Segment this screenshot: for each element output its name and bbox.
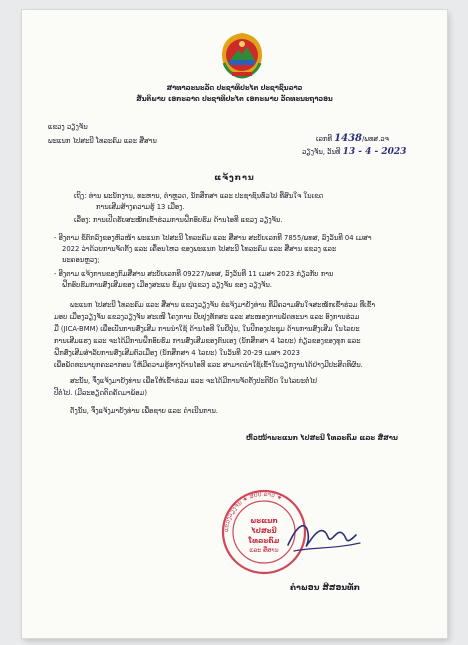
- reference-line: 2022 ວ່າດ້ວຍການຈັດຕັ້ງ ແລະ ເຄື່ອນໄຫວ ຂອງພະແນກ ໄປສະນີ ໂທລະຄົມ ແລະ ສື່ສານ ແຂວງ ແລະ: [62, 245, 337, 253]
- sender-department: ພະແນກ ໄປສະນີ ໂທລະຄົມ ແລະ ສື່ສານ: [48, 137, 157, 145]
- addressee-line-2: ການເສີມສ້າງຄວາມຮູ້ 13 ເມືອງ.: [96, 203, 185, 211]
- reference-line: ຝຶກອົບຮົມການສົ່ງເສີມຂອງ ເມືອງສະແນ ຂໍ້ມູນ ຢູ່ແຂວງ ວຽງຈັນ ຂອງ ວຽງຈັນ.: [62, 281, 272, 289]
- reference-line: - ອີງຕາມ ຂໍ້ຕົກລົງຂອງຫົວໜ້າ ພະແນກ ໄປສະນີ ໂທລະຄົມ ແລະ ສື່ສານ ສະບັບເລກທີ 7855/ພທສ, ລົງວັນທີ 04 ເມສາ: [54, 234, 372, 242]
- stamp-text-line: ໄປສະນີ: [251, 527, 277, 535]
- body-line: ສະນັ້ນ, ຈຶ່ງແຈ້ງມາຍັງທ່ານ ເພື່ອໃຫ້ເຂົ້າຮ່ວມ ແລະ ຈະໄດ້ມີການຈັດຕັ້ງປະຕິບັດ ໃນໄລຍະຕໍ່ໄປ: [70, 377, 318, 385]
- signatory-role: ຫົວໜ້າພະແນກ ໄປສະນີ ໂທລະຄົມ ແລະ ສື່ສານ: [246, 434, 398, 442]
- body-line: ມອບ ເມືອງວຽງຈັນ ແຂວງວຽງຈັນ ສະເໜີ ໂຄງການ ປັບປຸງທັກສະ ແລະ ສະໜອງການພັດທະນາ ແລະ ອົງການຮ່ວມ: [54, 313, 360, 321]
- notice-title: ແຈ້ງການ: [214, 173, 255, 182]
- body-line: ການເສີມແຮງ ແລະ ຈະໄດ້ມີການຝຶກອົບຮົມ ການສົ່ງເສີມຂອງຕົນເອງ (ນັກສຶກສາ 4 ໄລຍະ) ກ່ຽວຂອງຂອງທຸກ ແລະ: [54, 337, 361, 345]
- closing-line: ດັ່ງນັ້ນ, ຈຶ່ງແຈ້ງມາຍັງທ່ານ ເພື່ອຊາບ ແລະ ດຳເນີນການ.: [70, 407, 218, 415]
- stamp-ring-text: ແຂວງວຽງຈັນ ★ ສປປ ລາວ ★: [222, 490, 284, 533]
- body-line: ພະແນກ ໄປສະນີ ໂທລະຄົມ ແລະ ສື່ສານ ແຂວງວຽງຈັນ ຂໍແຈ້ງມາຍັງທ່ານ ທີ່ມີຄວາມສົນໃຈສະໝັກເຂົ້າຮ່ວມ ທີ່ເຂົ້າ: [70, 301, 376, 309]
- lao-national-emblem: [218, 30, 266, 80]
- svg-text:ແຂວງວຽງຈັນ ★ ສປປ ລາວ ★: [223, 491, 283, 532]
- stamp-text-line: ພະແນກ: [250, 517, 278, 525]
- addressee-line: ເຖິງ: ທ່ານ ພະນັກງານ, ທະຫານ, ຕຳຫຼວດ, ນັກສຶກສາ ແລະ ປະຊາຊົນທົ່ວໄປ ທີ່ສົນໃຈ ໃນເຂດ: [74, 192, 324, 200]
- body-line: ເພື່ອພັດທະນາບຸກຄະລາກອນ ໃຫ້ມີຄວາມຮູ້ທາງດ້ານໄອທີ ແລະ ສາມາດນຳໃຊ້ເຂົ້າໃນວຽກງານໄດ້ຢ່າງມີປະສິດທິຜົນ.: [54, 361, 363, 369]
- reference-number: ເລກທີ 1438/ພທສ.ວຈ: [316, 133, 389, 144]
- reference-date: ວຽງຈັນ, ວັນທີ 13 - 4 - 2023: [302, 147, 407, 157]
- document-page: [22, 10, 447, 638]
- handwritten-signature: [284, 515, 364, 559]
- country-motto: ສັນຕິພາບ ເອກະລາດ ປະຊາທິປະໄຕ ເອກະພາບ ວັດທະນະຖາວອນ: [136, 95, 333, 103]
- stamp-text-line: ໂທລະຄົມ: [248, 537, 280, 545]
- body-line: ປີຕໍ່ໄປ. (ມີລະອຽດຕິດຄັດມາພ້ອມ): [54, 389, 147, 397]
- country-name: ສາທາລະນະລັດ ປະຊາທິປະໄຕ ປະຊາຊົນລາວ: [166, 84, 303, 92]
- stamp-text-line: ແລະ ສື່ສານ: [249, 547, 279, 554]
- sender-province: ແຂວງ ວຽງຈັນ: [48, 123, 88, 131]
- body-line: ຝຶກສົ່ງເສີມສຳລັບການສົ່ງເສີມຕົວເມືອງ (ນັກສຶກສາ 4 ໄລຍະ) ໃນວັນທີ 20-29 ເມສາ 2023: [54, 349, 300, 357]
- subject-line: ເລື່ອງ: ການເປີດຮັບສະໝັກເຂົ້າຮ່ວມການຝຶກອົບຮົມ ດ້ານໄອທີ ແຂວງ ວຽງຈັນ.: [74, 216, 283, 224]
- signatory-name: ຄຳພອນ ສີສອນທັກ: [290, 583, 360, 592]
- reference-line: ນະຄອນຫຼວງ;: [62, 256, 100, 264]
- body-line: ມື (JICA-BMM) ເພື່ອເປັນການສົ່ງເສີມ ການນຳໃຊ້ ດ້ານໄອທີ ໃນຍີ່ປຸ່ນ, ໃນປີກອງປະຊຸມ ດ້ານການສົ່ງເສີມ ໃນໄລຍະ: [54, 325, 360, 333]
- reference-line: - ອີງຕາມ ແຈ້ງການຂອງກົມສື່ສານ ສະບັບເລກທີ 09227/ພທສ, ລົງວັນທີ 11 ເມສາ 2023 ກ່ຽວກັບ ການ: [54, 270, 334, 278]
